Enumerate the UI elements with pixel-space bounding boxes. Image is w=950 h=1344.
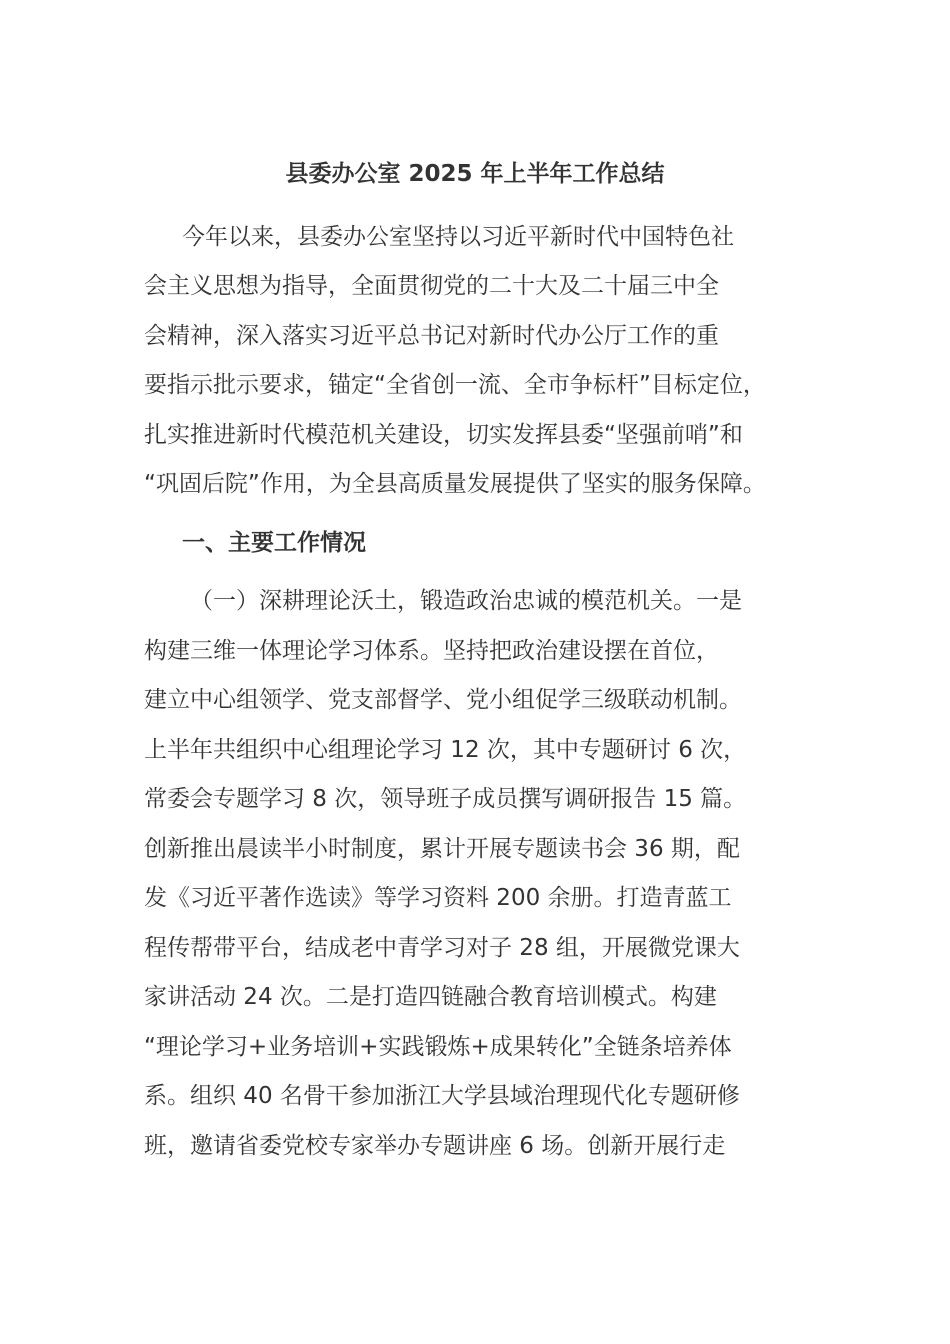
body-line-4: 上半年共组织中心组理论学习 12 次，其中专题研讨 6 次，	[144, 737, 747, 763]
body-line-1: （一）深耕理论沃土，锻造政治忠诚的模范机关。一是	[190, 588, 742, 614]
body-line-5: 常委会专题学习 8 次，领导班子成员撰写调研报告 15 篇。	[144, 786, 747, 812]
body-line-3: 建立中心组领学、党支部督学、党小组促学三级联动机制。	[144, 687, 742, 713]
body-line-12: 班，邀请省委党校专家举办专题讲座 6 场。创新开展行走	[144, 1133, 726, 1159]
body-line-11: 系。组织 40 名骨干参加浙江大学县域治理现代化专题研修	[144, 1083, 740, 1109]
section-heading: 一、主要工作情况	[182, 530, 366, 556]
body-line-10: “理论学习+业务培训+实践锻炼+成果转化”全链条培养体	[144, 1034, 732, 1060]
intro-line-6: “巩固后院”作用，为全县高质量发展提供了坚实的服务保障。	[144, 471, 766, 497]
body-line-7: 发《习近平著作选读》等学习资料 200 余册。打造青蓝工	[144, 885, 732, 911]
intro-line-5: 扎实推进新时代模范机关建设，切实发挥县委“坚强前哨”和	[144, 422, 743, 448]
body-line-2: 构建三维一体理论学习体系。坚持把政治建设摆在首位，	[144, 638, 719, 664]
intro-line-2: 会主义思想为指导，全面贯彻党的二十大及二十届三中全	[144, 273, 719, 299]
body-line-8: 程传帮带平台，结成老中青学习对子 28 组，开展微党课大	[144, 935, 740, 961]
intro-line-4: 要指示批示要求，锚定“全省创一流、全市争标杆”目标定位，	[144, 372, 766, 398]
document-title: 县委办公室 2025 年上半年工作总结	[285, 161, 665, 187]
intro-line-3: 会精神，深入落实习近平总书记对新时代办公厅工作的重	[144, 323, 719, 349]
intro-line-1: 今年以来，县委办公室坚持以习近平新时代中国特色社	[182, 224, 734, 250]
body-line-6: 创新推出晨读半小时制度，累计开展专题读书会 36 期，配	[144, 836, 740, 862]
body-line-9: 家讲活动 24 次。二是打造四链融合教育培训模式。构建	[144, 984, 717, 1010]
